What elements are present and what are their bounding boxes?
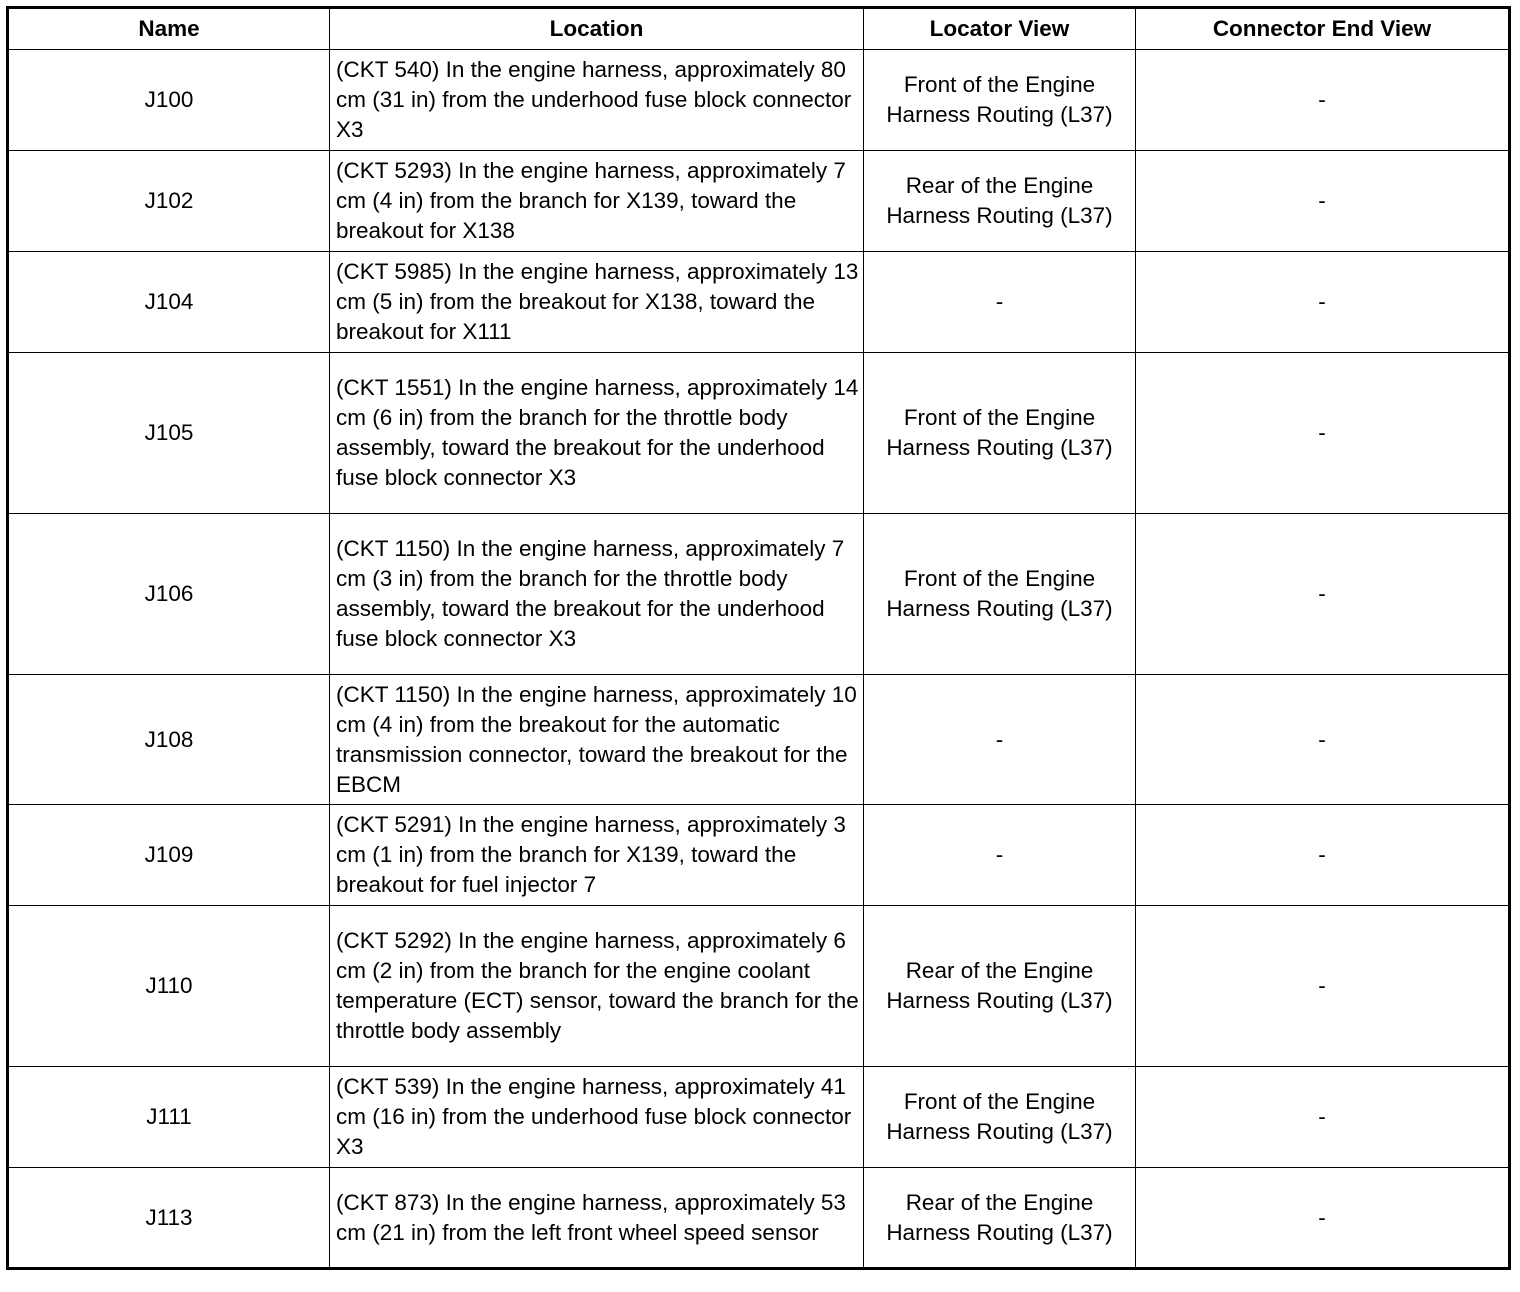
table-row (8, 906, 1510, 1067)
cell-connector-end-view: - (1136, 151, 1510, 252)
table-row (8, 252, 1510, 353)
table-row (8, 675, 1510, 805)
cell-connector-end-view: - (1136, 906, 1510, 1067)
header-locator-view: Locator View (864, 8, 1136, 50)
cell-connector-end-view: - (1136, 252, 1510, 353)
cell-location: (CKT 540) In the engine harness, approximately 80 cm (31 in) from the underhood fuse block connector X3 (330, 50, 864, 151)
cell-name: J106 (8, 514, 330, 675)
cell-name: J105 (8, 353, 330, 514)
cell-name: J109 (8, 805, 330, 906)
cell-locator-view: Rear of the Engine Harness Routing (L37) (864, 1168, 1136, 1269)
cell-connector-end-view: - (1136, 50, 1510, 151)
header-row (8, 8, 1510, 50)
cell-locator-view: - (864, 252, 1136, 353)
header-location: Location (330, 8, 864, 50)
cell-name: J113 (8, 1168, 330, 1269)
cell-connector-end-view: - (1136, 514, 1510, 675)
table-row (8, 151, 1510, 252)
cell-locator-view: Front of the Engine Harness Routing (L37) (864, 1067, 1136, 1168)
cell-connector-end-view: - (1136, 1067, 1510, 1168)
table-row (8, 50, 1510, 151)
cell-location: (CKT 1150) In the engine harness, approximately 7 cm (3 in) from the branch for the throttle body assembly, toward the breakout for the underhood fuse block connector X3 (330, 514, 864, 675)
cell-location: (CKT 5293) In the engine harness, approximately 7 cm (4 in) from the branch for X139, toward the breakout for X138 (330, 151, 864, 252)
cell-connector-end-view: - (1136, 805, 1510, 906)
cell-connector-end-view: - (1136, 353, 1510, 514)
table-row (8, 805, 1510, 906)
header-connector-end-view: Connector End View (1136, 8, 1510, 50)
cell-location: (CKT 1150) In the engine harness, approximately 10 cm (4 in) from the breakout for the automatic transmission connector, toward the breakout for the EBCM (330, 675, 864, 805)
cell-name: J104 (8, 252, 330, 353)
cell-locator-view: - (864, 805, 1136, 906)
cell-location: (CKT 873) In the engine harness, approximately 53 cm (21 in) from the left front wheel speed sensor (330, 1168, 864, 1269)
cell-locator-view: Front of the Engine Harness Routing (L37) (864, 514, 1136, 675)
cell-location: (CKT 5291) In the engine harness, approximately 3 cm (1 in) from the branch for X139, toward the breakout for fuel injector 7 (330, 805, 864, 906)
table-row (8, 353, 1510, 514)
header-name: Name (8, 8, 330, 50)
table-row (8, 514, 1510, 675)
cell-location: (CKT 1551) In the engine harness, approximately 14 cm (6 in) from the branch for the throttle body assembly, toward the breakout for the underhood fuse block connector X3 (330, 353, 864, 514)
table-row (8, 1067, 1510, 1168)
cell-location: (CKT 5985) In the engine harness, approximately 13 cm (5 in) from the breakout for X138, toward the breakout for X111 (330, 252, 864, 353)
table-row (8, 1168, 1510, 1269)
cell-locator-view: - (864, 675, 1136, 805)
cell-locator-view: Rear of the Engine Harness Routing (L37) (864, 151, 1136, 252)
cell-name: J100 (8, 50, 330, 151)
cell-locator-view: Front of the Engine Harness Routing (L37) (864, 353, 1136, 514)
cell-name: J108 (8, 675, 330, 805)
splice-location-table (6, 6, 1511, 1270)
cell-connector-end-view: - (1136, 675, 1510, 805)
cell-locator-view: Rear of the Engine Harness Routing (L37) (864, 906, 1136, 1067)
cell-location: (CKT 5292) In the engine harness, approximately 6 cm (2 in) from the branch for the engine coolant temperature (ECT) sensor, toward the branch for the throttle body assembly (330, 906, 864, 1067)
cell-name: J111 (8, 1067, 330, 1168)
cell-name: J110 (8, 906, 330, 1067)
cell-name: J102 (8, 151, 330, 252)
cell-locator-view: Front of the Engine Harness Routing (L37) (864, 50, 1136, 151)
cell-location: (CKT 539) In the engine harness, approximately 41 cm (16 in) from the underhood fuse block connector X3 (330, 1067, 864, 1168)
cell-connector-end-view: - (1136, 1168, 1510, 1269)
